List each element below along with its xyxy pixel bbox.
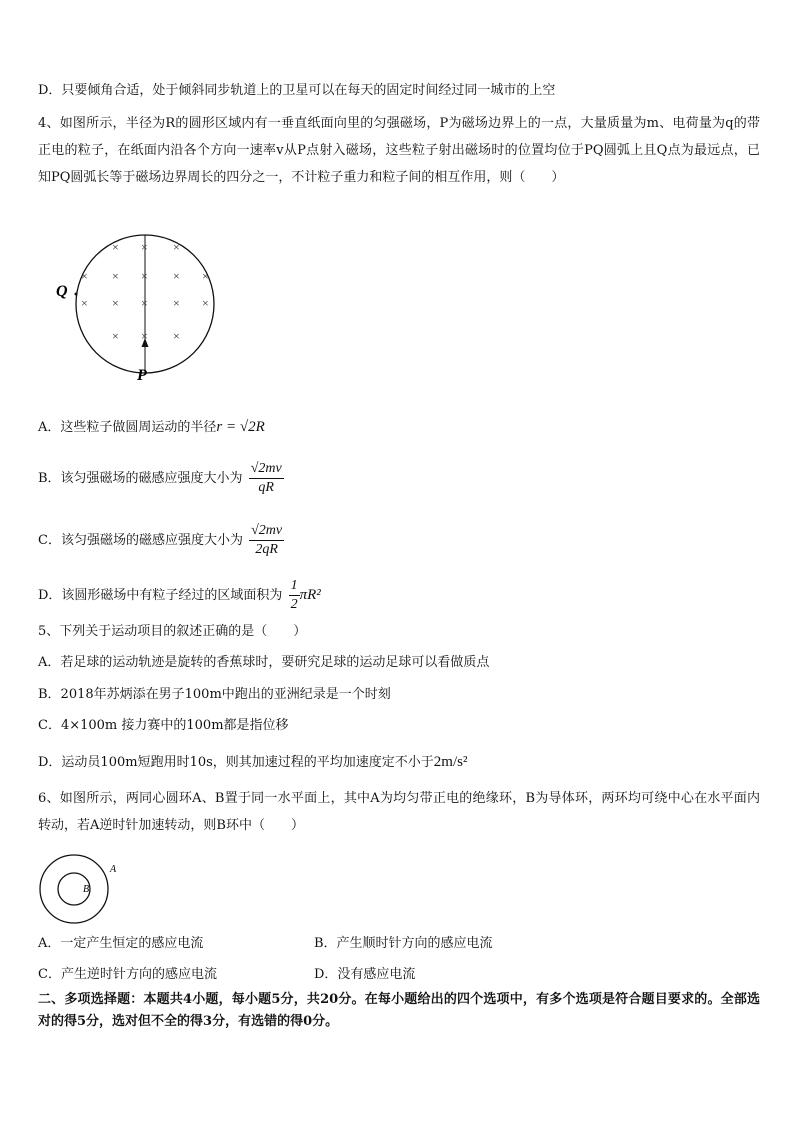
q5-option-d-unit: 2m/s² — [433, 754, 468, 770]
q4-option-b-numerator: √2mv — [249, 460, 284, 479]
q4-option-b-denominator: qR — [258, 480, 274, 495]
q3-option-d: D．只要倾角合适，处于倾斜同步轨道上的卫星可以在每天的固定时间经过同一城市的上空 — [38, 83, 556, 98]
q4-option-d-denominator: 2 — [290, 597, 298, 612]
label-b: B — [83, 884, 90, 895]
q4-magnetic-field-figure — [52, 226, 222, 384]
field-cross-mark: × — [173, 240, 180, 254]
q4-option-d-fraction — [289, 577, 300, 614]
q4-option-d-tail: πR² — [299, 587, 321, 603]
field-cross-mark: × — [112, 269, 119, 283]
field-cross-mark: × — [202, 296, 209, 310]
point-q-dot — [75, 293, 78, 296]
label-a: A — [110, 864, 117, 875]
label-p: P — [137, 367, 147, 384]
q6-option-b: B．产生顺时针方向的感应电流 — [314, 936, 493, 951]
q4-option-c-denominator: 2qR — [255, 542, 278, 557]
field-cross-mark: × — [173, 329, 180, 343]
q4-option-a-text: A．这些粒子做圆周运动的半径 — [38, 420, 217, 435]
field-cross-mark: × — [202, 269, 209, 283]
section-2-instructions: 二、多项选择题：本题共4小题，每小题5分，共20分。在每小题给出的四个选项中，有多个选项是符合题目要求的。全部选对的得5分，选对但不全的得3分，有选错的得0分。 — [38, 992, 760, 1029]
field-cross-mark: × — [173, 296, 180, 310]
q6-stem: 6、如图所示，两同心圆环A、B置于同一水平面上，其中A为均匀带正电的绝缘环，B为导体环，两环均可绕中心在水平面内转动，若A逆时针加速转动，则B环中（ ） — [38, 791, 760, 833]
q4-option-a — [38, 418, 760, 442]
field-cross-mark: × — [141, 296, 148, 310]
field-cross-mark: × — [141, 240, 148, 254]
q4-option-d-text: D．该圆形磁场中有粒子经过的区域面积为 — [38, 588, 283, 603]
q5-option-b: B．2018年苏炳添在男子100m中跑出的亚洲纪录是一个时刻 — [38, 687, 391, 702]
q5-stem: 5、下列关于运动项目的叙述正确的是（ ） — [38, 624, 307, 639]
label-q: Q — [56, 283, 68, 300]
q4-option-d — [38, 577, 760, 619]
q6-option-c: C．产生逆时针方向的感应电流 — [38, 967, 217, 982]
field-cross-mark: × — [81, 296, 88, 310]
field-cross-mark: × — [112, 329, 119, 343]
q6-concentric-rings-figure — [36, 852, 126, 926]
ring-a-circle — [40, 855, 108, 923]
q4-option-d-numerator: 1 — [289, 577, 300, 596]
q4-option-b-text: B．该匀强磁场的磁感应强度大小为 — [38, 471, 243, 486]
q4-stem: 4、如图所示，半径为R的圆形区域内有一垂直纸面向里的匀强磁场，P为磁场边界上的一点，大量质量为m、电荷量为q的带正电的粒子，在纸面内沿各个方向一速率v从P点射入磁场，这些粒子射出磁场时的位置均位于PQ圆弧上且Q点为最远点，已知PQ圆弧长等于磁场边界周长的四分之一，不计粒子重力和粒子间的相互作用，则（ ） — [38, 116, 760, 185]
q4-option-c — [38, 522, 760, 564]
q5-option-c: C．4×100m 接力赛中的100m都是指位移 — [38, 718, 289, 733]
q6-option-d: D．没有感应电流 — [314, 967, 416, 982]
field-cross-mark: × — [141, 329, 148, 343]
field-cross-mark: × — [141, 269, 148, 283]
q5-option-d — [38, 753, 760, 772]
q5-option-a: A．若足球的运动轨迹是旋转的香蕉球时，要研究足球的运动足球可以看做质点 — [38, 655, 490, 670]
field-cross-mark: × — [112, 296, 119, 310]
q4-option-b — [38, 460, 760, 502]
q6-option-a: A．一定产生恒定的感应电流 — [38, 936, 204, 951]
q4-option-c-numerator: √2mv — [249, 522, 284, 541]
q4-option-c-fraction — [249, 522, 284, 559]
q4-option-b-fraction — [249, 460, 284, 497]
field-cross-mark: × — [81, 269, 88, 283]
field-cross-mark: × — [173, 269, 180, 283]
q5-option-d-text: D．运动员100m短跑用时10s，则其加速过程的平均加速度定不小于 — [38, 755, 434, 770]
q4-option-c-text: C．该匀强磁场的磁感应强度大小为 — [38, 533, 243, 548]
q4-option-a-math: r = √2R — [216, 419, 265, 435]
field-cross-mark: × — [112, 240, 119, 254]
